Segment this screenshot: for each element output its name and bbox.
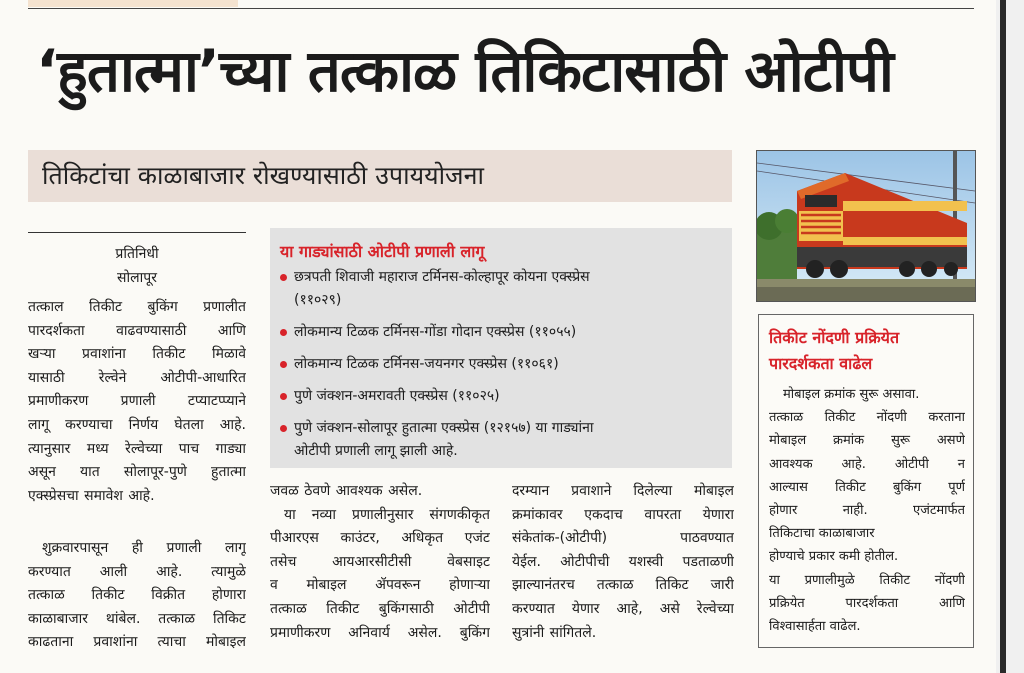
byline-reporter: प्रतिनिधी xyxy=(115,246,159,262)
bullet-icon xyxy=(280,274,287,281)
text-line: व मोबाइल ॲपवरून होणाऱ्या xyxy=(270,577,490,594)
text-line: येईल. ओटीपीची यशस्वी पडताळणी xyxy=(512,553,734,570)
list-item-line: लोकमान्य टिळक टर्मिनस-जयनगर एक्स्प्रेस (११०६१) xyxy=(294,356,559,372)
text-line: मोबाइल क्रमांक सुरू असावा. xyxy=(783,387,920,402)
text-line: काढताना प्रवाशांना त्याचा मोबाइल xyxy=(28,634,246,651)
headline: ‘हुतात्मा’च्या तत्काळ तिकिटासाठी ओटीपी xyxy=(36,37,893,105)
text-line: असून यात सोलापूर-पुणे हुतात्मा xyxy=(28,464,246,481)
list-item-line: पुणे जंक्शन-अमरावती एक्स्प्रेस (११०२५) xyxy=(294,388,500,404)
list-item xyxy=(278,321,728,344)
text-line: विश्वासार्हता वाढेल. xyxy=(769,618,861,634)
text-line: काळाबाजार थांबेल. तत्काळ तिकिट xyxy=(28,610,246,627)
list-item xyxy=(278,385,728,408)
text-line: या प्रणालीमुळे तिकीट नोंदणी xyxy=(769,572,965,588)
text-line: प्रमाणीकरण अनिवार्य असेल. बुकिंग xyxy=(270,624,490,641)
top-rule xyxy=(28,8,974,9)
train-list-title: या गाड्यांसाठी ओटीपी प्रणाली लागू xyxy=(280,242,485,261)
list-item xyxy=(278,353,728,376)
text-line: तत्काल तिकीट बुकिंग प्रणालीत xyxy=(28,299,246,315)
list-item-line: (११०२९) xyxy=(294,292,342,308)
text-line: आवश्यक आहे. ओटीपी न xyxy=(769,456,965,472)
list-item xyxy=(278,417,728,463)
text-line: तत्काळ तिकीट विक्रीत होणारा xyxy=(28,587,246,604)
bullet-icon xyxy=(280,425,287,432)
text-line: शुक्रवारपासून ही प्रणाली लागू xyxy=(42,540,246,556)
text-line: झाल्यानंतरच तत्काळ तिकिट जारी xyxy=(512,577,734,594)
text-line: क्रमांकावर एकदाच वापरता येणारा xyxy=(512,506,734,523)
text-line: लागू करण्याचा निर्णय घेतला आहे. xyxy=(28,416,246,433)
sidebar-title-line: पारदर्शकता वाढेल xyxy=(769,354,873,373)
text-line: जवळ ठेवणे आवश्यक असेल. xyxy=(270,483,423,499)
list-item-line: पुणे जंक्शन-सोलापूर हुतात्मा एक्स्प्रेस (१२१५७) या गाड्यांना xyxy=(294,420,594,436)
text-line: करण्यात आली आहे. त्यामुळे xyxy=(28,563,246,580)
bullet-icon xyxy=(280,329,287,336)
subheadline: तिकिटांचा काळाबाजार रोखण्यासाठी उपाययोजना xyxy=(42,161,484,190)
text-line: तसेच आयआरसीटीसी वेबसाइट xyxy=(270,553,490,570)
text-line: होणार नाही. एजंटमार्फत xyxy=(769,502,965,518)
sidebar-title xyxy=(769,325,965,377)
subheadline-band xyxy=(28,150,732,202)
list-item-line: छत्रपती शिवाजी महाराज टर्मिनस-कोल्हापूर कोयना एक्स्प्रेस xyxy=(294,269,590,285)
text-line: संकेतांक-(ओटीपी) पाठवण्यात xyxy=(512,530,734,547)
bullet-icon xyxy=(280,361,287,368)
text-line: मोबाइल क्रमांक सुरू असणे xyxy=(769,433,965,449)
list-item xyxy=(278,266,728,312)
text-line: प्रमाणीकरण प्रणाली टप्याटप्प्याने xyxy=(28,393,246,410)
text-line: प्रक्रियेत पारदर्शकता आणि xyxy=(769,595,965,611)
text-line: तत्काळ तिकीट नोंदणी करताना xyxy=(769,410,965,426)
text-line: दरम्यान प्रवाशाने दिलेल्या मोबाइल xyxy=(512,483,734,499)
text-line: पारदर्शकता वाढवण्यासाठी आणि xyxy=(28,322,246,339)
text-line: एक्स्प्रेसचा समावेश आहे. xyxy=(28,487,155,504)
locomotive-photo xyxy=(756,150,976,302)
top-color-tab xyxy=(28,0,238,7)
text-line: करण्यात येणार आहे, असे रेल्वेच्या xyxy=(512,600,734,617)
text-line: होण्याचे प्रकार कमी होतील. xyxy=(769,549,899,565)
text-line: त्यानुसार मध्य रेल्वेच्या पाच गाड्या xyxy=(28,440,246,457)
text-line: आल्यास तिकीट बुकिंग पूर्ण xyxy=(769,479,965,495)
bullet-icon xyxy=(280,393,287,400)
article-column-2 xyxy=(270,480,490,645)
train-list-box xyxy=(270,228,732,468)
article-column-1-para-2 xyxy=(28,537,246,655)
sidebar-text xyxy=(769,383,965,638)
text-line: सुत्रांनी सांगितले. xyxy=(512,624,597,641)
train-list xyxy=(278,266,728,472)
sidebar-box xyxy=(758,314,974,648)
text-line: या नव्या प्रणालीनुसार संगणकीकृत xyxy=(284,506,490,523)
sidebar-title-line: तिकीट नोंदणी प्रक्रियेत xyxy=(769,328,900,347)
article-column-3 xyxy=(512,480,734,645)
text-line: यासाठी रेल्वेने ओटीपी-आधारित xyxy=(28,369,246,386)
page-edge xyxy=(996,0,1024,673)
list-item-line: ओटीपी प्रणाली लागू झाली आहे. xyxy=(294,443,458,459)
text-line: तिकिटाचा काळाबाजार xyxy=(769,526,875,542)
text-line: पीआरएस काउंटर, अधिकृत एजंट xyxy=(270,530,490,547)
text-line: खऱ्या प्रवाशांना तिकीट मिळावे xyxy=(28,346,246,363)
list-item-line: लोकमान्य टिळक टर्मिनस-गोंडा गोदान एक्स्प्रेस (११०५५) xyxy=(294,324,577,340)
article-column-1 xyxy=(28,296,246,508)
byline-city: सोलापूर xyxy=(117,270,157,286)
text-line: तत्काळ तिकीट बुकिंगसाठी ओटीपी xyxy=(270,600,490,617)
column-rule xyxy=(28,232,246,233)
